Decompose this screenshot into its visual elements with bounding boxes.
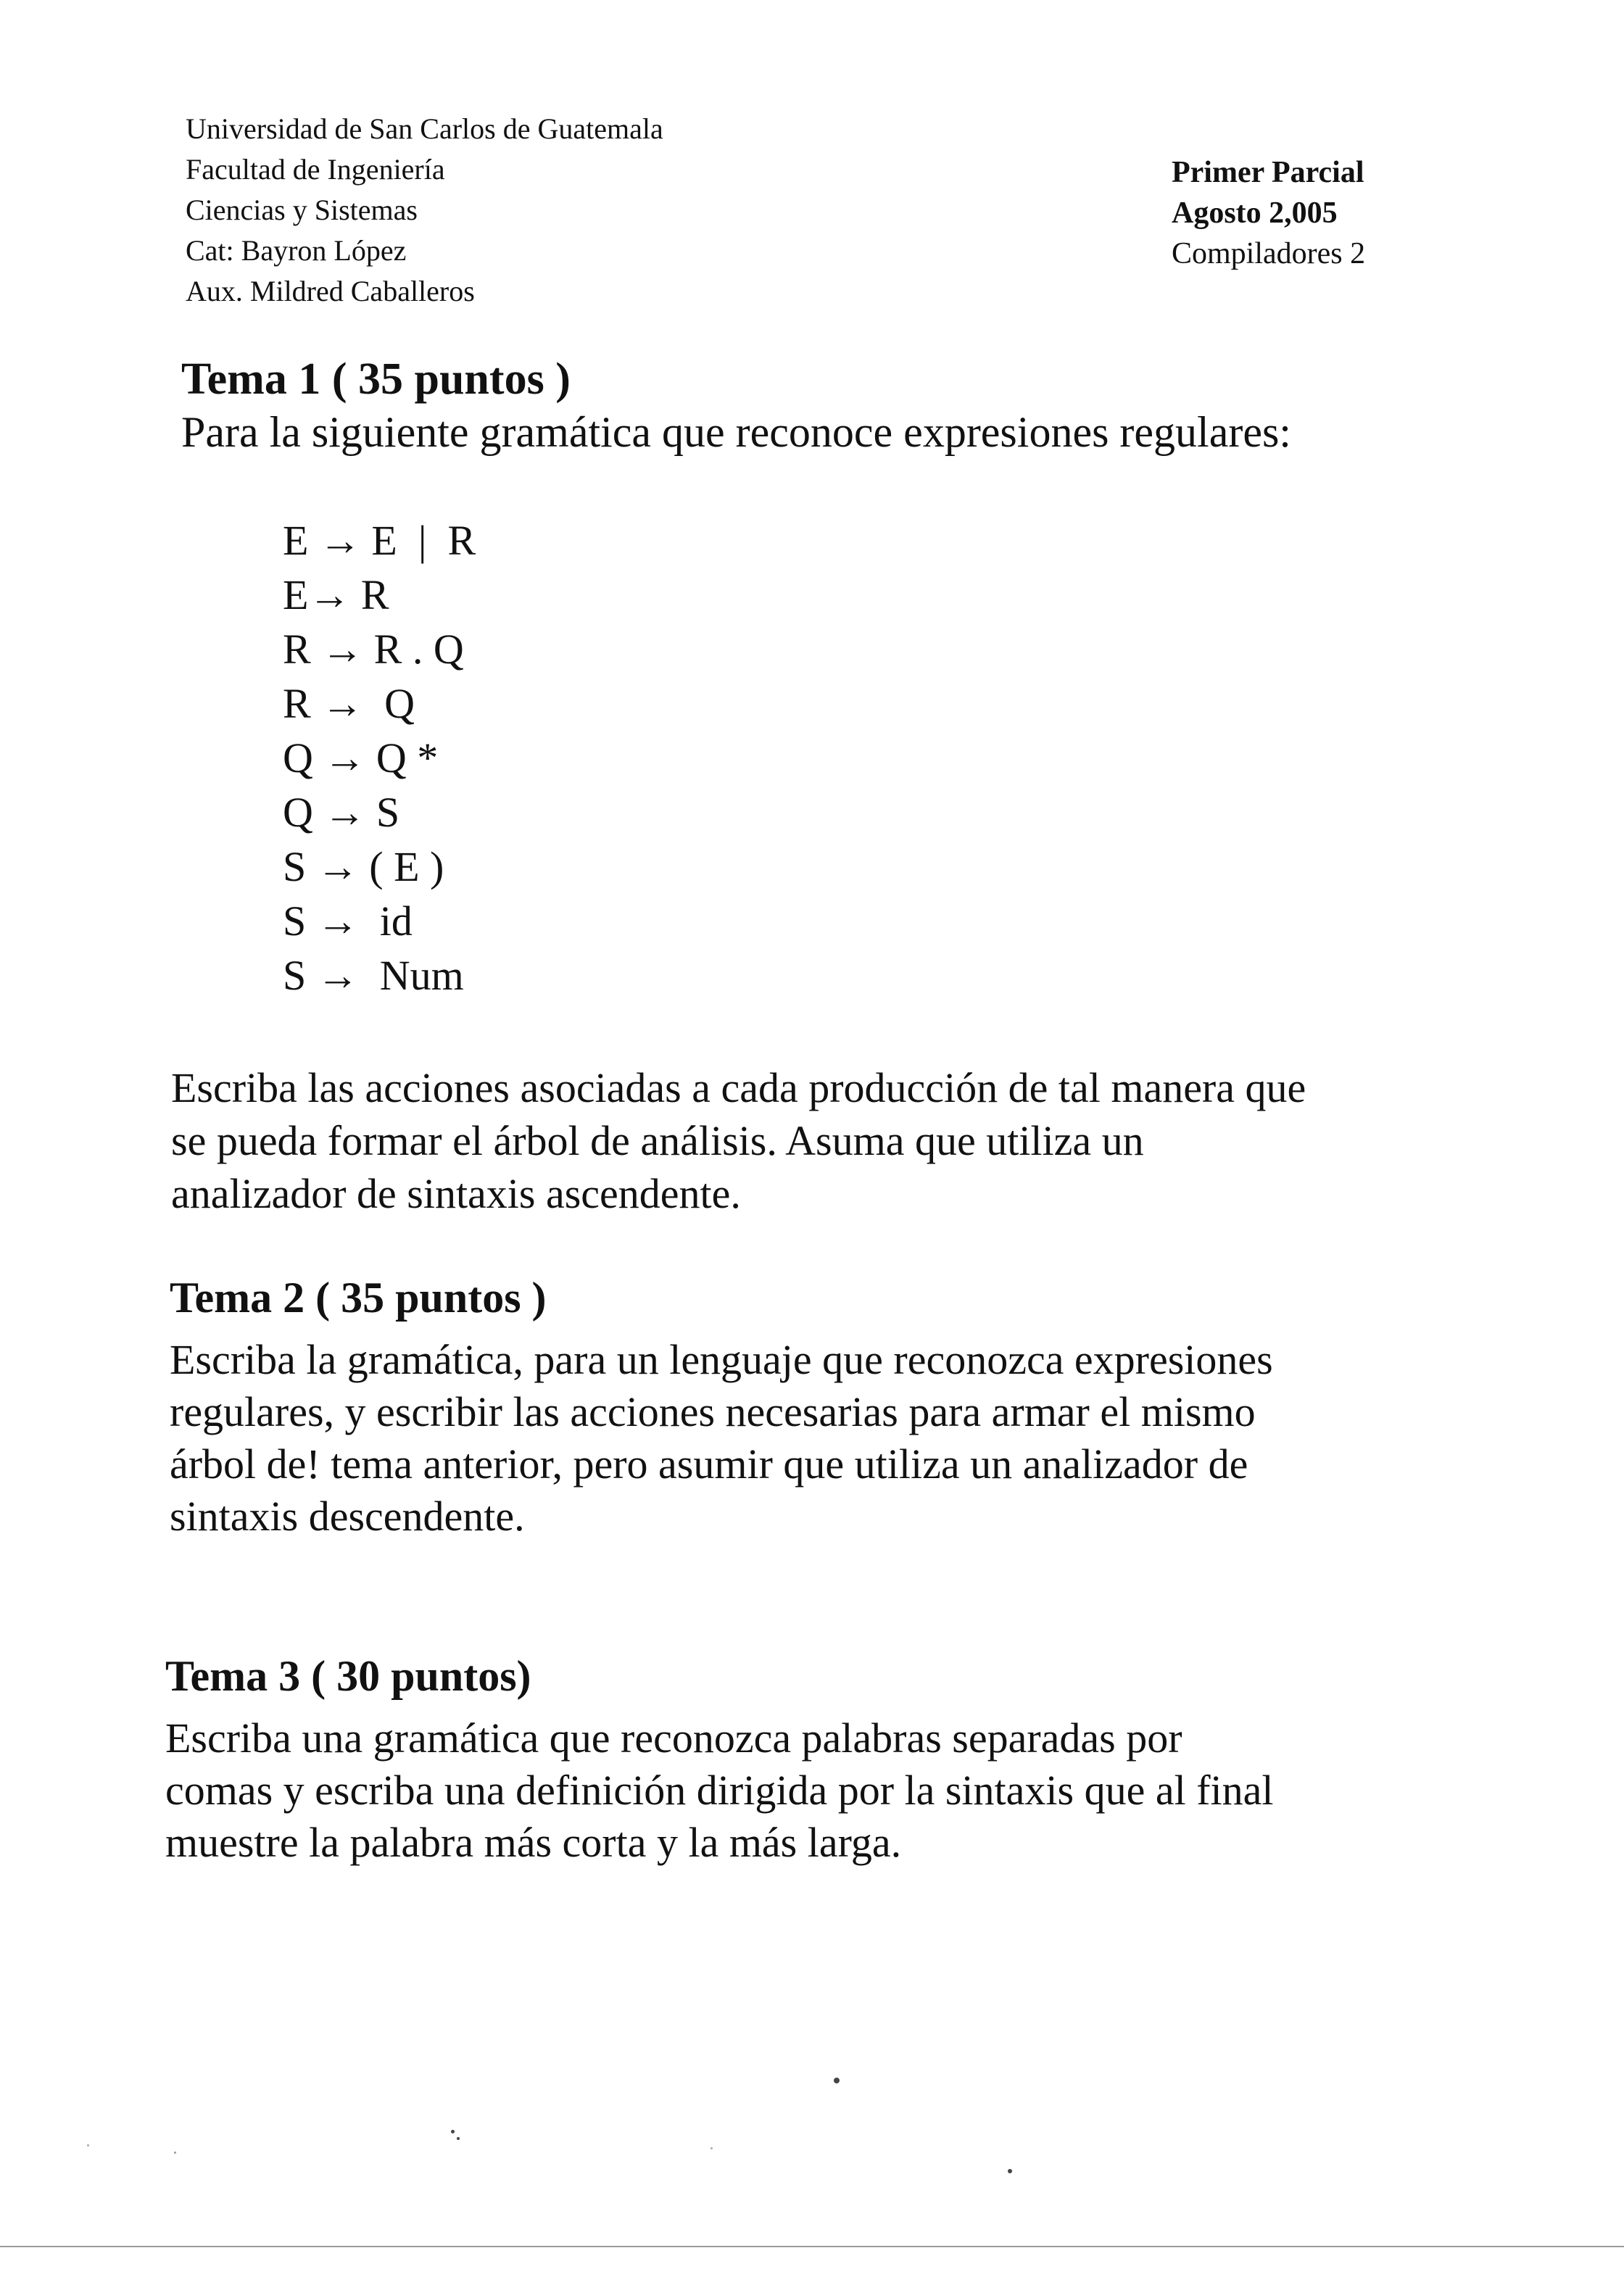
tema3-title: Tema 3 ( 30 puntos): [165, 1652, 531, 1700]
department-name: Ciencias y Sistemas: [186, 194, 418, 226]
production-rule: R → Q: [283, 680, 415, 727]
production-rule: S → id: [283, 897, 413, 945]
production-rule: S → ( E ): [283, 843, 444, 890]
paragraph-line: se pueda formar el árbol de análisis. Asuma que utiliza un: [171, 1117, 1144, 1164]
production-rule: Q → Q *: [283, 734, 439, 781]
scan-edge-line: [0, 2246, 1624, 2247]
scan-speck: [834, 2078, 840, 2083]
scan-speck: [451, 2130, 455, 2133]
tema1-instructions: [171, 1061, 1306, 1220]
tema2-instructions: [170, 1334, 1273, 1543]
faculty-name: Facultad de Ingeniería: [186, 153, 445, 186]
paragraph-line: analizador de sintaxis ascendente.: [171, 1170, 741, 1217]
production-rule: E→ R: [283, 571, 389, 618]
tema1-title: Tema 1 ( 35 puntos ): [181, 354, 571, 404]
production-rule: E → E | R: [283, 517, 476, 564]
institution-header: [186, 109, 663, 312]
grammar-productions: [283, 513, 476, 1003]
paragraph-line: Escriba una gramática que reconozca palabras separadas por: [165, 1714, 1182, 1762]
scan-speck: [87, 2144, 89, 2146]
paragraph-line: Escriba las acciones asociadas a cada producción de tal manera que: [171, 1064, 1306, 1111]
paragraph-line: árbol de! tema anterior, pero asumir que utiliza un analizador de: [170, 1440, 1248, 1488]
paragraph-line: muestre la palabra más corta y la más larga.: [165, 1819, 902, 1866]
production-rule: R → R . Q: [283, 626, 464, 673]
exam-header: [1172, 152, 1365, 274]
course-name: Compiladores 2: [1172, 237, 1366, 270]
production-rule: Q → S: [283, 789, 400, 836]
paragraph-line: regulares, y escribir las acciones necesarias para armar el mismo: [170, 1388, 1256, 1435]
paragraph-line: comas y escriba una definición dirigida por la sintaxis que al final: [165, 1767, 1274, 1814]
tema2-title: Tema 2 ( 35 puntos ): [170, 1274, 547, 1322]
scan-speck: [710, 2147, 713, 2149]
tema3-instructions: [165, 1712, 1273, 1869]
scan-speck: [174, 2152, 176, 2154]
paragraph-line: Escriba la gramática, para un lenguaje que reconozca expresiones: [170, 1336, 1273, 1383]
scan-speck: [1008, 2169, 1012, 2173]
exam-name: Primer Parcial: [1172, 156, 1364, 189]
scan-speck: [457, 2137, 460, 2140]
assistant-name: Aux. Mildred Caballeros: [186, 275, 475, 307]
exam-date: Agosto 2,005: [1172, 196, 1338, 230]
production-rule: S → Num: [283, 952, 464, 999]
professor-name: Cat: Bayron López: [186, 234, 407, 267]
paragraph-line: sintaxis descendente.: [170, 1493, 525, 1540]
university-name: Universidad de San Carlos de Guatemala: [186, 112, 663, 145]
tema1-intro: Para la siguiente gramática que reconoce expresiones regulares:: [181, 408, 1291, 456]
